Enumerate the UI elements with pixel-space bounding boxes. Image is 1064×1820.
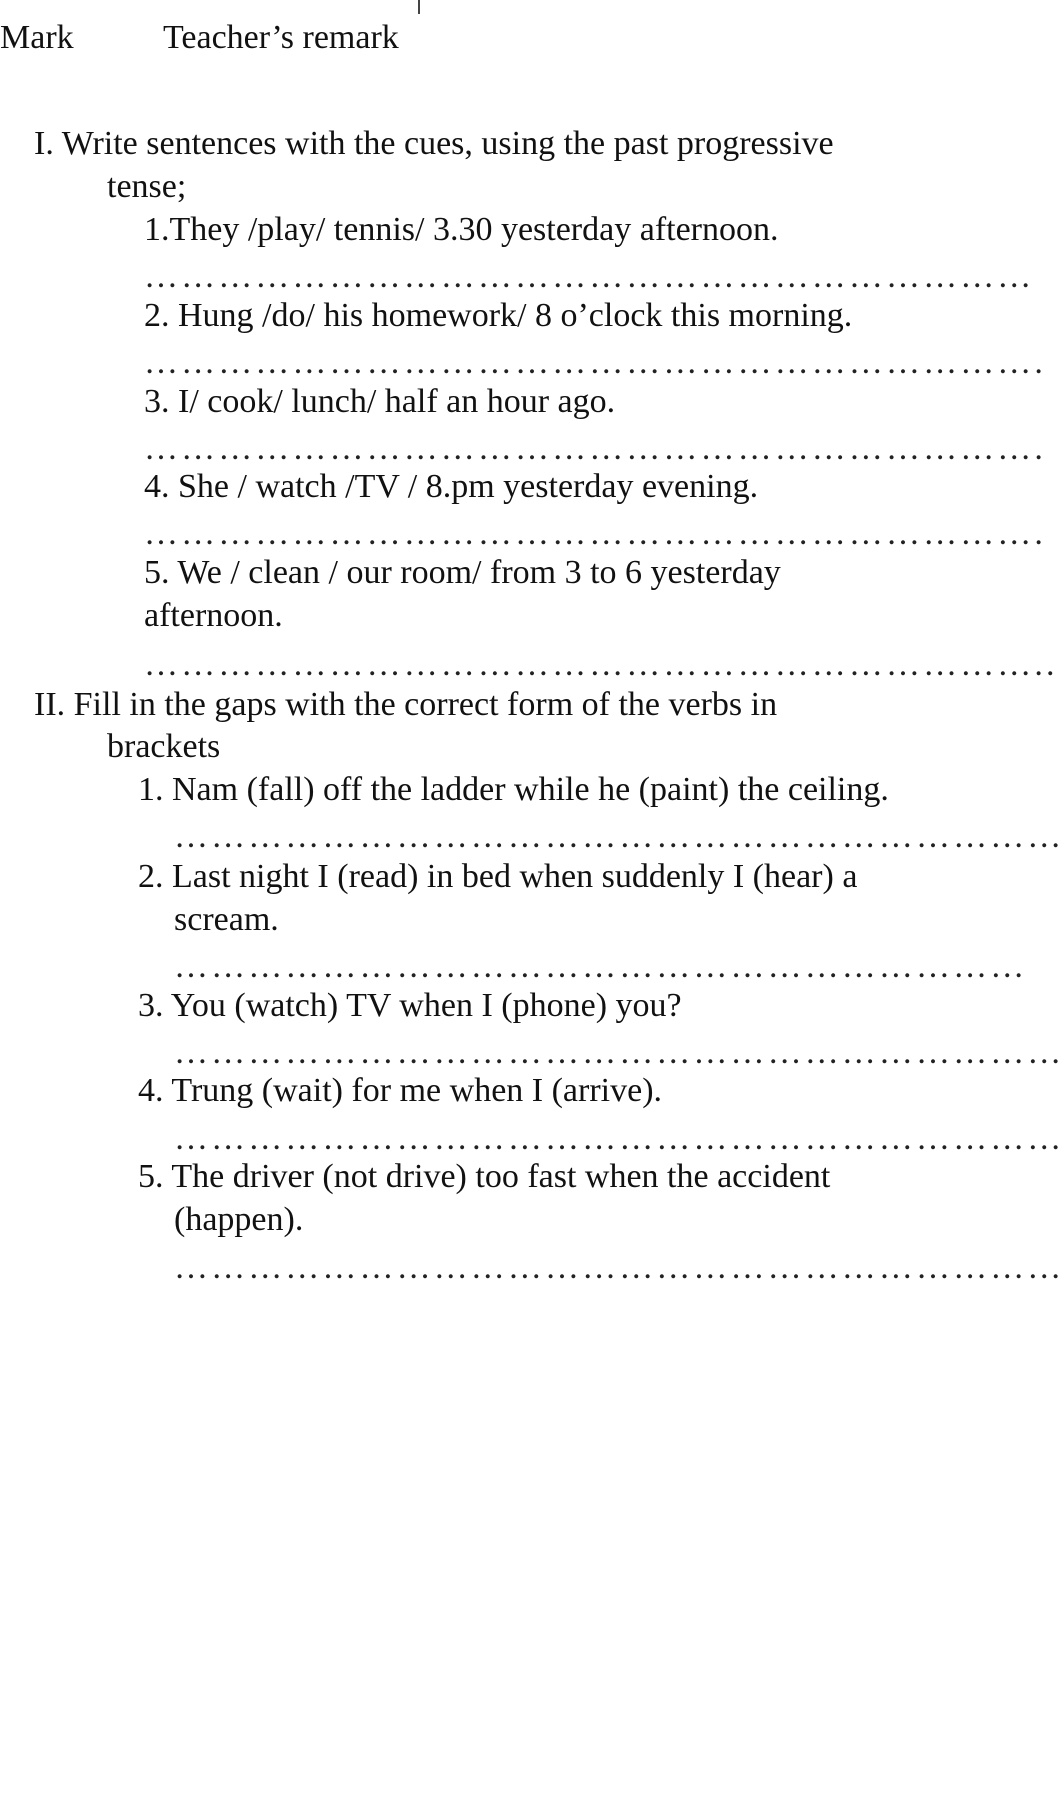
answer-line-1-4[interactable]: ……………………………………………………………….: [144, 515, 1046, 552]
section-2-title-cont: brackets: [107, 728, 221, 765]
exercise-1-item-1: 1.They /play/ tennis/ 3.30 yesterday afternoon.: [144, 211, 779, 248]
section-2-title: II. Fill in the gaps with the correct form of the verbs in: [34, 686, 778, 723]
answer-line-2-1[interactable]: ………………………………………………………………: [174, 818, 1064, 855]
answer-line-1-2[interactable]: ……………………………………………………………….: [144, 344, 1046, 381]
mark-label: Mark: [0, 19, 74, 56]
exercise-2-item-3: 3. You (watch) TV when I (phone) you?: [138, 987, 682, 1024]
answer-line-1-1[interactable]: ………………………………………………………………: [144, 258, 1035, 295]
exercise-1-item-5-cont: afternoon.: [144, 597, 283, 634]
exercise-1-item-4: 4. She / watch /TV / 8.pm yesterday evening.: [144, 468, 759, 505]
exercise-2-item-5: 5. The driver (not drive) too fast when the accident: [138, 1158, 831, 1195]
answer-line-1-5[interactable]: ………………………………………………………………..: [144, 646, 1058, 683]
answer-line-2-3[interactable]: ………………………………………………………………: [174, 1034, 1064, 1071]
answer-line-1-3[interactable]: ……………………………………………………………….: [144, 430, 1046, 467]
exercise-2-item-4: 4. Trung (wait) for me when I (arrive).: [138, 1072, 663, 1109]
exercise-1-item-2: 2. Hung /do/ his homework/ 8 o’clock this morning.: [144, 297, 853, 334]
exercise-2-item-2: 2. Last night I (read) in bed when suddenly I (hear) a: [138, 858, 858, 895]
answer-line-2-5[interactable]: ………………………………………………………………: [174, 1249, 1064, 1286]
teacher-remark-label: Teacher’s remark: [163, 19, 399, 56]
section-1-title: I. Write sentences with the cues, using the past progressive: [34, 125, 834, 162]
exercise-1-item-5: 5. We / clean / our room/ from 3 to 6 yesterday: [144, 554, 781, 591]
exercise-1-item-3: 3. I/ cook/ lunch/ half an hour ago.: [144, 383, 616, 420]
exercise-2-item-2-cont: scream.: [174, 901, 279, 938]
section-1-title-cont: tense;: [107, 168, 187, 205]
answer-line-2-2[interactable]: ……………………………………………………………: [174, 948, 1028, 985]
exercise-2-item-1: 1. Nam (fall) off the ladder while he (paint) the ceiling.: [138, 771, 889, 808]
answer-line-2-4[interactable]: ………………………………………………………………: [174, 1120, 1064, 1157]
exercise-2-item-5-cont: (happen).: [174, 1201, 304, 1238]
page-edge-tick: [418, 0, 420, 14]
